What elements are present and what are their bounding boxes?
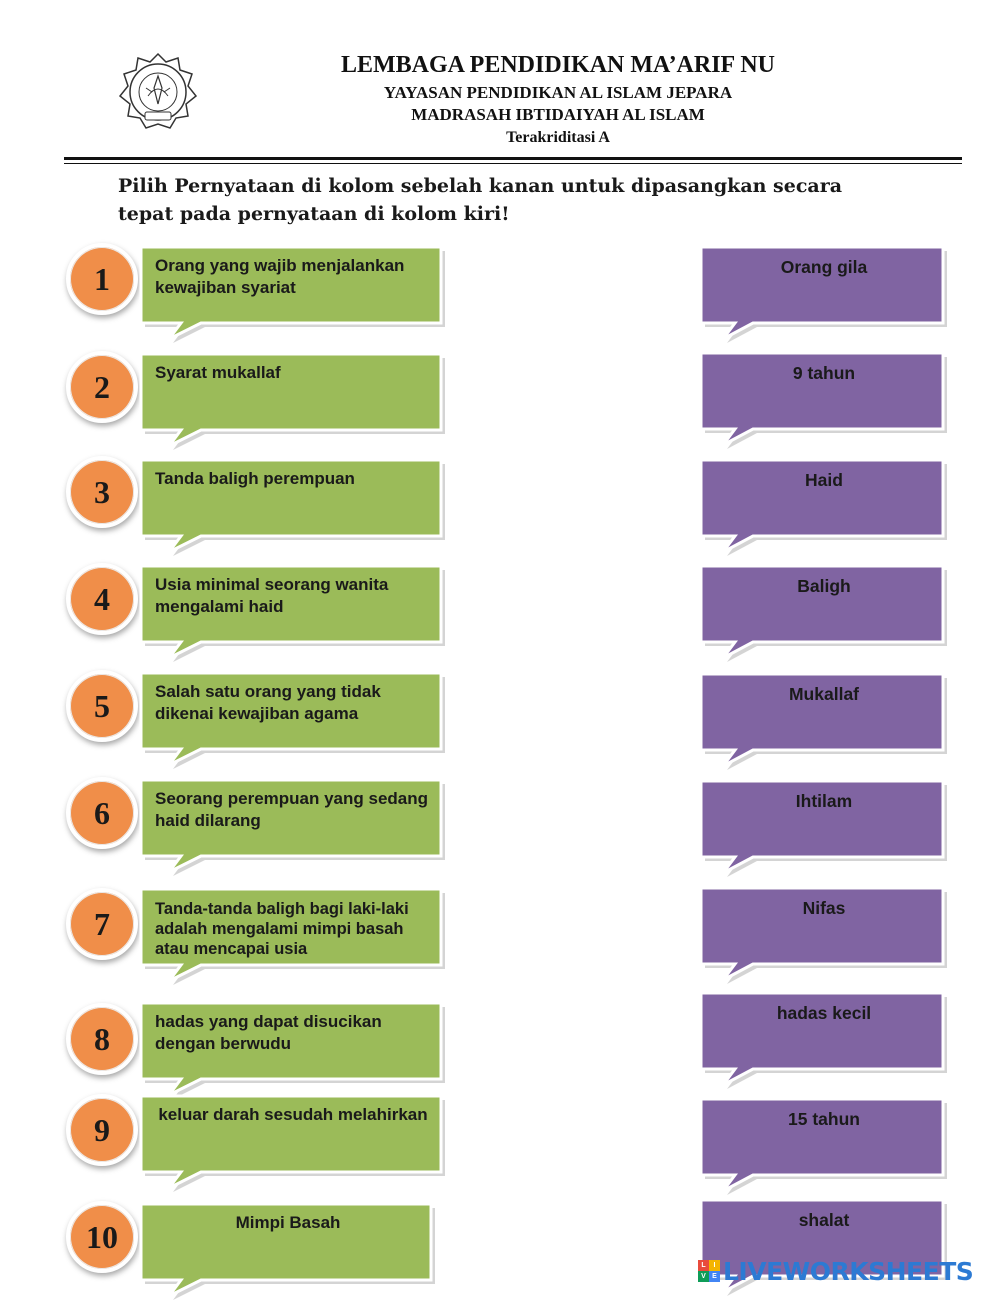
header-divider-thin (64, 163, 962, 164)
question-number-badge: 6 (66, 777, 138, 849)
instruction-line-2: tepat pada pernyataan di kolom kiri! (118, 203, 510, 225)
answer-text: Baligh (797, 576, 851, 596)
question-number-badge: 10 (66, 1201, 138, 1273)
answer-text: 9 tahun (792, 363, 856, 383)
school-logo (118, 52, 198, 132)
question-number-badge: 4 (66, 563, 138, 635)
header-line-1: LEMBAGA PENDIDIKAN MA’ARIF NU (341, 52, 775, 78)
question-text: Tanda-tanda baligh bagi laki-laki adalah mengalami mimpi basah atau mencapai usia (155, 900, 409, 958)
question-text: keluar darah sesudah melahirkan (158, 1105, 428, 1124)
watermark-brand: LIVEWORKSHEETS (723, 1256, 974, 1286)
question-number-badge: 3 (66, 456, 138, 528)
question-text: Usia minimal seorang wanita mengalami haid (155, 575, 389, 616)
answer-text: Ihtilam (795, 791, 853, 811)
instruction-text (118, 172, 878, 228)
question-number-badge: 7 (66, 888, 138, 960)
question-text: Tanda baligh perempuan (155, 469, 355, 488)
question-text: Orang yang wajib menjalankan kewajiban syariat (155, 256, 405, 297)
question-number-badge: 5 (66, 670, 138, 742)
question-text: Seorang perempuan yang sedang haid dilarang (155, 789, 429, 830)
question-number-badge: 2 (66, 351, 138, 423)
answer-text: hadas kecil (776, 1003, 872, 1023)
header-line-2: YAYASAN PENDIDIKAN AL ISLAM JEPARA (383, 83, 733, 102)
liveworksheets-watermark (698, 1256, 973, 1286)
header-line-4: Terakriditasi A (506, 129, 610, 146)
instruction-line-1: Pilih Pernyataan di kolom sebelah kanan untuk dipasangkan secara (118, 175, 843, 197)
question-number-badge: 9 (66, 1094, 138, 1166)
question-text: Mimpi Basah (235, 1213, 341, 1232)
header-divider-thick (64, 157, 962, 160)
liveworksheets-icon: L I V E (698, 1260, 720, 1282)
answer-text: Orang gila (780, 257, 868, 277)
answer-text: 15 tahun (788, 1109, 860, 1129)
header-line-3: MADRASAH IBTIDAIYAH AL ISLAM (411, 105, 705, 124)
question-text: Salah satu orang yang tidak dikenai kewajiban agama (155, 682, 381, 723)
answer-text: shalat (798, 1210, 850, 1230)
answer-text: Nifas (802, 898, 846, 918)
question-text: Syarat mukallaf (155, 363, 281, 382)
question-text: hadas yang dapat disucikan dengan berwudu (155, 1012, 382, 1053)
question-number-badge: 1 (66, 243, 138, 315)
question-number-badge: 8 (66, 1003, 138, 1075)
answer-text: Haid (805, 470, 843, 490)
answer-text: Mukallaf (788, 684, 860, 704)
